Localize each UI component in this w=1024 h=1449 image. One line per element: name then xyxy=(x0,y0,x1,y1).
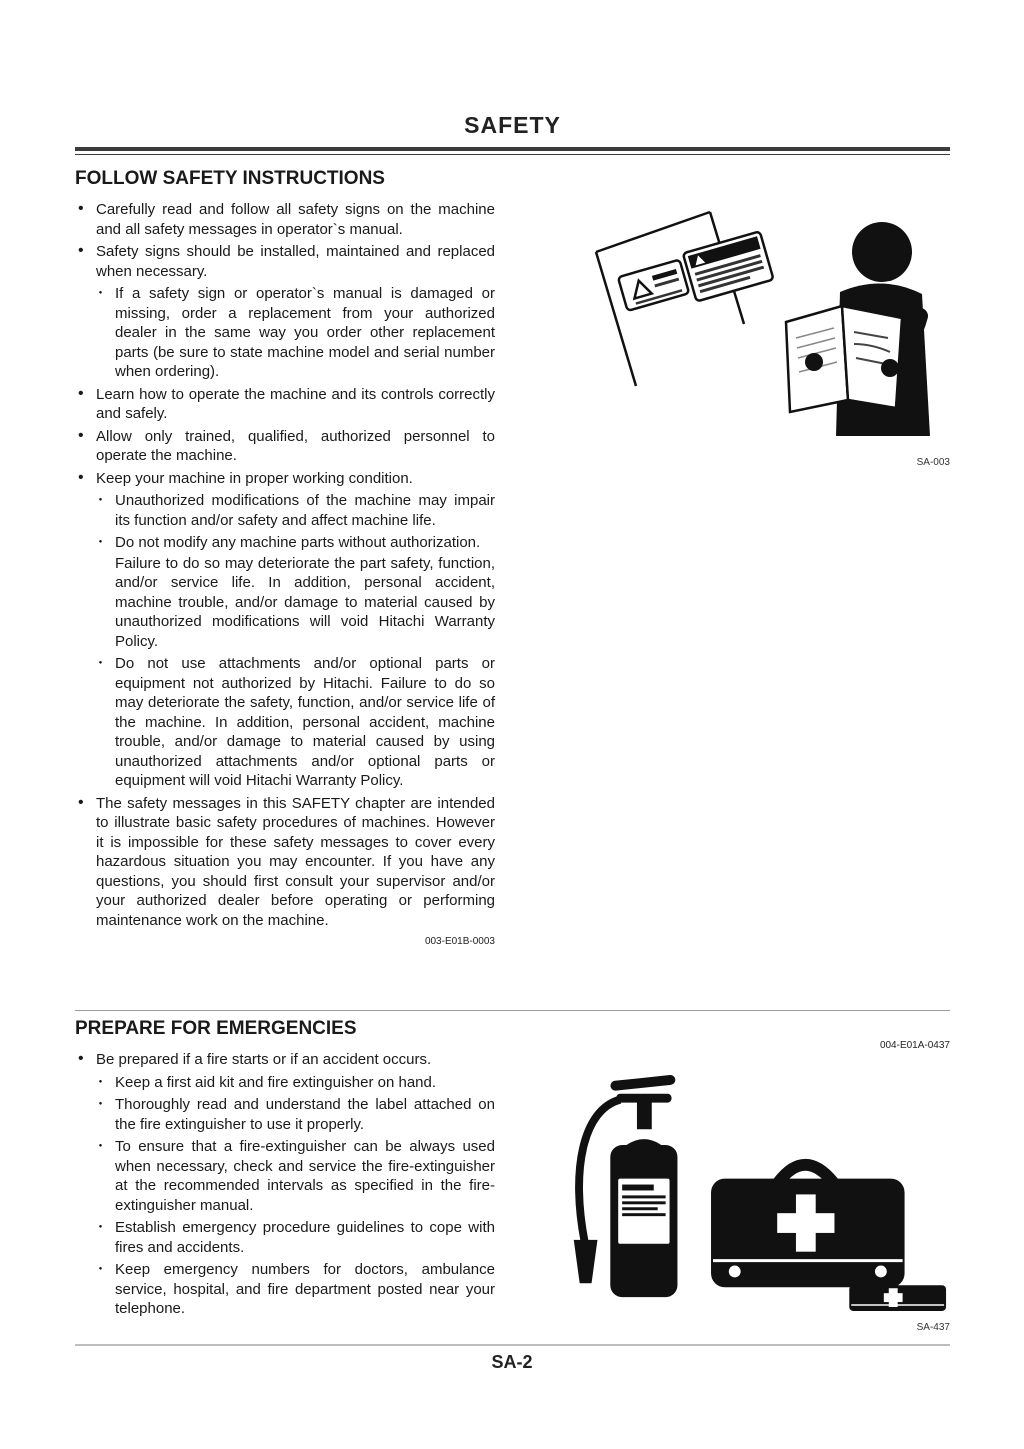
figure2-caption: SA-437 xyxy=(916,1322,950,1333)
section1-title: FOLLOW SAFETY INSTRUCTIONS xyxy=(75,168,385,189)
list-item-text: Do not use attachments and/or optional parts or equipment not authorized by Hitachi. Failure to do so may deteriorate the safety, function, and/or service life of the machine. In addition, personal accident, machine trouble, and/or damage to material caused by using unauthorized attachments and/or optional parts or equipment will void Hitachi Warranty Policy. xyxy=(115,655,495,789)
list-subitem xyxy=(75,654,495,791)
list-item-text: Establish emergency procedure guidelines to cope with fires and accidents. xyxy=(115,1219,495,1256)
footer-rule xyxy=(75,1344,950,1346)
page-header xyxy=(75,112,950,155)
section2-list xyxy=(75,1050,495,1319)
list-item xyxy=(75,427,495,466)
list-item-text: Be prepared if a fire starts or if an accident occurs. xyxy=(96,1051,432,1068)
list-item-text: Do not modify any machine parts without authorization. xyxy=(115,534,481,551)
list-subitem xyxy=(75,1260,495,1319)
list-item-text: Keep your machine in proper working condition. xyxy=(96,469,413,487)
list-item-text: Keep emergency numbers for doctors, ambulance service, hospital, and fire department posted near your telephone. xyxy=(115,1261,495,1317)
list-item xyxy=(75,469,495,489)
list-item-text: The safety messages in this SAFETY chapter are intended to illustrate basic safety procedures of machines. However it is impossible for these safety messages to cover every hazardous situation you may encounter. If you have any questions, you should first consult your supervisor and/or your authorized dealer before operating or performing maintenance work on the machine. xyxy=(96,794,495,929)
list-item-text: Safety signs should be installed, maintained and replaced when necessary. xyxy=(96,243,495,280)
section-prepare-for-emergencies xyxy=(75,1018,950,1333)
section2-title: PREPARE FOR EMERGENCIES xyxy=(75,1018,357,1039)
section1-code: 003-E01B-0003 xyxy=(424,936,495,947)
list-subitem xyxy=(75,1073,495,1093)
figure1-caption: SA-003 xyxy=(916,457,950,468)
list-subitem xyxy=(75,491,495,530)
section-follow-safety-instructions xyxy=(75,168,950,947)
list-item xyxy=(75,200,495,239)
section2-code: 004-E01A-0437 xyxy=(879,1040,950,1051)
section-divider xyxy=(75,1010,950,1011)
list-item-text: Keep a first aid kit and fire extinguisher on hand. xyxy=(115,1073,437,1091)
warning-label-large-icon xyxy=(683,231,774,301)
operator-reading-manual-illustration xyxy=(590,204,950,449)
figure-fire-extinguisher-first-aid xyxy=(555,1062,950,1333)
page-title: SAFETY xyxy=(464,112,561,138)
list-item-text: Carefully read and follow all safety signs on the machine and all safety messages in operator`s manual. xyxy=(96,201,495,238)
section2-text-column xyxy=(75,1050,495,1319)
list-item-text: To ensure that a fire-extinguisher can be always used when necessary, check and service the fire-extinguisher at the recommended intervals as specified in the fire-extinguisher manual. xyxy=(115,1138,495,1214)
page-number: SA-2 xyxy=(491,1352,533,1372)
list-subitem xyxy=(75,284,495,382)
list-item xyxy=(75,794,495,931)
figure-operator-reading-manual xyxy=(590,204,950,468)
list-subitem xyxy=(75,1095,495,1134)
list-item-text: If a safety sign or operator`s manual is damaged or missing, order a replacement from your authorized dealer in the same way you order other replacement parts (be sure to state machine model and serial number when ordering). xyxy=(115,285,495,380)
list-item-text: Thoroughly read and understand the label attached on the fire extinguisher to use it properly. xyxy=(115,1096,495,1133)
section1-list xyxy=(75,200,495,930)
list-item-continuation: Failure to do so may deteriorate the part safety, function, and/or service life. In addition, personal accident, machine trouble, and/or damage to material caused by unauthorized modifications will void Hitachi Warranty Policy. xyxy=(115,554,495,650)
list-item-text: Learn how to operate the machine and its controls correctly and safely. xyxy=(96,385,495,422)
list-subitem xyxy=(75,1218,495,1257)
list-item xyxy=(75,1050,495,1070)
fire-extinguisher-first-aid-illustration xyxy=(555,1062,950,1314)
list-item xyxy=(75,242,495,281)
list-item-text: Unauthorized modifications of the machine may impair its function and/or safety and affect machine life. xyxy=(115,492,495,529)
list-subitem xyxy=(75,1137,495,1215)
list-subitem xyxy=(75,533,495,651)
title-rule xyxy=(75,147,950,155)
list-item xyxy=(75,385,495,424)
section1-text-column xyxy=(75,200,495,947)
list-item-text: Allow only trained, qualified, authorized personnel to operate the machine. xyxy=(96,427,495,464)
warning-label-icon xyxy=(618,260,689,311)
